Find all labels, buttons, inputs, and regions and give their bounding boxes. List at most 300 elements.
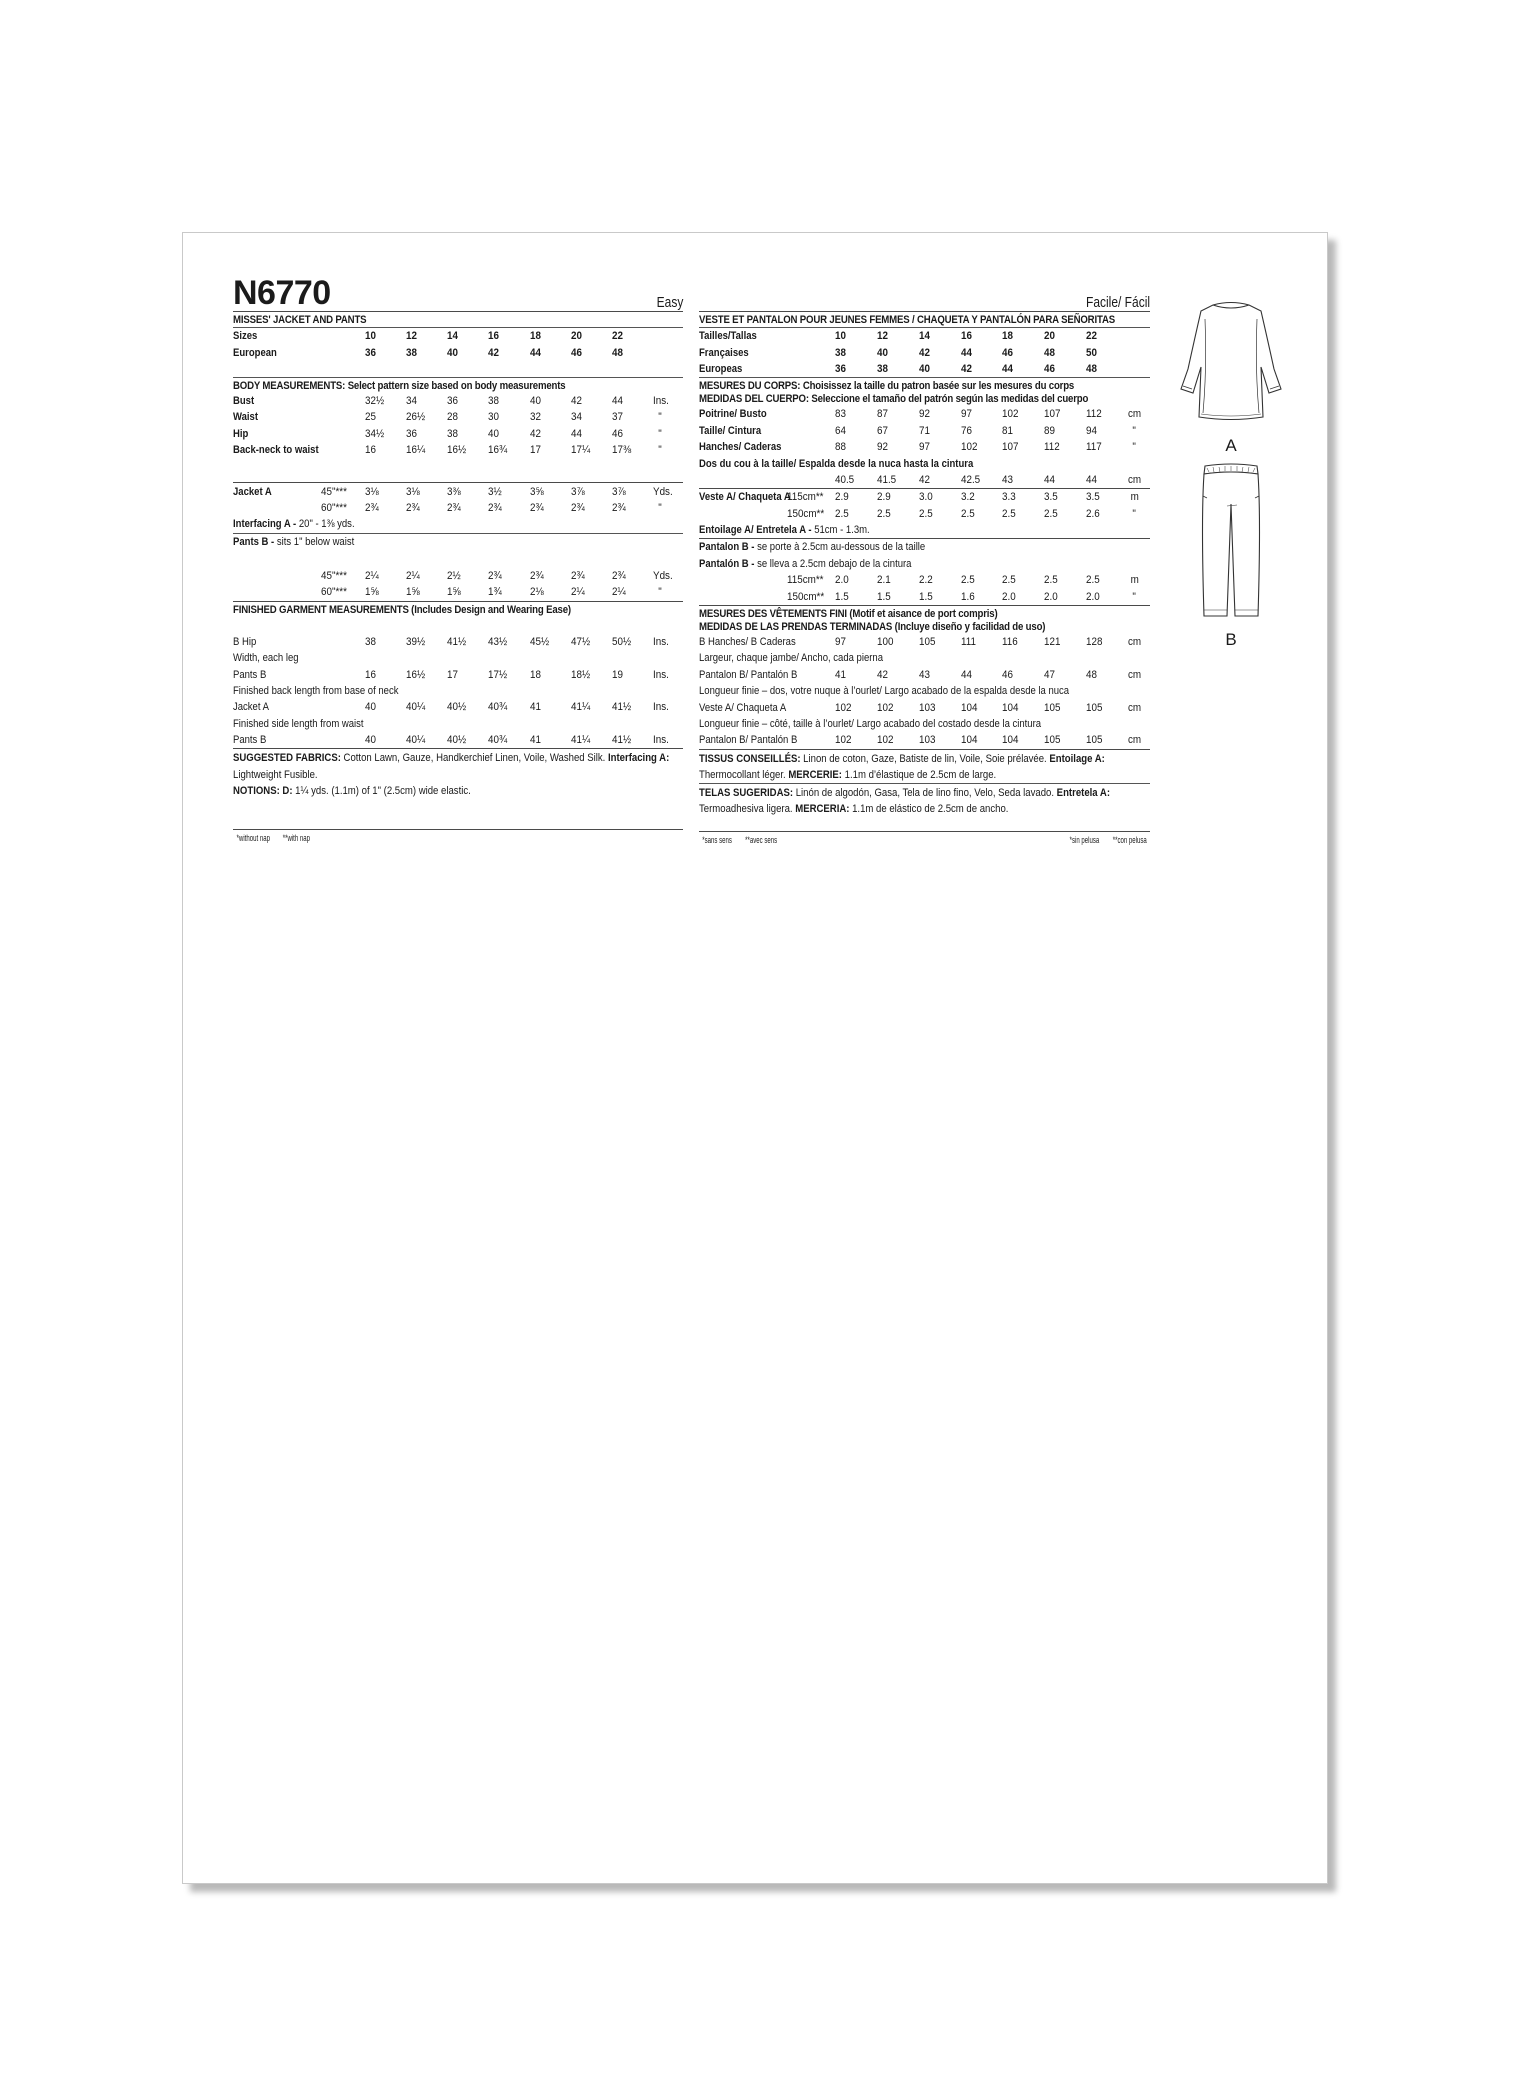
cell: 16 bbox=[960, 330, 972, 343]
cell: 20 bbox=[1044, 330, 1056, 343]
pattern-code: N6770 bbox=[233, 274, 331, 312]
cell: 17¼ bbox=[570, 444, 590, 457]
cell: 44 bbox=[1086, 473, 1098, 486]
cell: 18 bbox=[1002, 330, 1014, 343]
row-caption: Longueur finie – côté, taille à l’ourlet/ Largo acabado del costado desde la cintura bbox=[699, 718, 1042, 730]
footnote-con-pelusa: **con pelusa bbox=[1112, 835, 1147, 846]
cell: 105 bbox=[1086, 734, 1103, 747]
garment-illustrations bbox=[1161, 289, 1301, 650]
table-row bbox=[699, 667, 1150, 683]
unit: Ins. bbox=[653, 394, 669, 407]
cell: 2¾ bbox=[365, 501, 379, 514]
row-caption: Finished back length from base of neck bbox=[233, 685, 399, 698]
cell: 26½ bbox=[406, 411, 426, 424]
interfacing-fabric-label: Interfacing A: bbox=[607, 752, 670, 765]
pants-line-fr bbox=[699, 539, 1150, 555]
pattern-envelope-back bbox=[182, 232, 1328, 1884]
notions-text: 1.1m de elástico de 2.5cm de ancho. bbox=[849, 803, 1009, 816]
pants-yardage-table-fr-es bbox=[699, 572, 1150, 605]
cell: 2.0 bbox=[835, 574, 849, 587]
pants-label: Pantalon B - bbox=[699, 541, 755, 554]
pants-line bbox=[233, 534, 683, 550]
cell: 111 bbox=[960, 636, 976, 649]
cell: 47½ bbox=[570, 635, 590, 648]
size-table bbox=[233, 328, 683, 361]
footnote-with-nap: **with nap bbox=[282, 833, 311, 844]
finished-measurements-table-fr-es bbox=[699, 634, 1150, 749]
table-row bbox=[699, 634, 1150, 650]
unit: " bbox=[658, 586, 662, 599]
cell: 41 bbox=[529, 734, 541, 747]
cell: 97 bbox=[960, 408, 972, 421]
cell: 1.6 bbox=[960, 590, 975, 603]
footnotes-fr-es bbox=[699, 832, 1150, 845]
cell: 40 bbox=[365, 701, 376, 714]
footnote-sin-pelusa: *sin pelusa bbox=[1069, 835, 1100, 846]
cell: 41.5 bbox=[876, 473, 897, 486]
left-header bbox=[233, 275, 683, 311]
cell: 14 bbox=[918, 330, 930, 343]
right-header bbox=[699, 275, 1150, 311]
heading-paren: (Motif et aisance de port compris) bbox=[846, 607, 998, 620]
unit: cm bbox=[1128, 701, 1142, 714]
unit: Ins. bbox=[653, 635, 669, 648]
table-row bbox=[699, 472, 1150, 488]
table-row bbox=[699, 699, 1150, 715]
view-a-label: A bbox=[1225, 436, 1237, 455]
cell: 42 bbox=[570, 394, 582, 407]
cell: 2.5 bbox=[876, 507, 891, 520]
cell: 97 bbox=[835, 636, 846, 649]
interfacing-label: Interfacing A - bbox=[233, 518, 297, 531]
finished-measurements-heading-es bbox=[699, 621, 1087, 634]
cell: 100 bbox=[876, 636, 894, 649]
row-label: Pants B bbox=[233, 668, 267, 681]
unit: cm bbox=[1128, 636, 1142, 649]
cell: 128 bbox=[1086, 636, 1103, 649]
interfacing-fabric-label: Entoilage A: bbox=[1049, 752, 1105, 765]
interfacing-fabric-text: Lightweight Fusible. bbox=[233, 768, 318, 781]
cell: 40¼ bbox=[406, 701, 426, 714]
cell: 102 bbox=[876, 701, 894, 714]
cell: 16½ bbox=[447, 444, 467, 457]
cell: 46 bbox=[611, 427, 623, 440]
cell: 2⅛ bbox=[529, 586, 544, 599]
notions-label: MERCERIA: bbox=[795, 803, 850, 816]
unit: cm bbox=[1128, 734, 1142, 747]
cell: 112 bbox=[1086, 408, 1102, 421]
cell: 10 bbox=[835, 330, 846, 343]
cell: 40 bbox=[488, 427, 500, 440]
cell: 32 bbox=[529, 411, 541, 424]
cell: 37 bbox=[611, 411, 623, 424]
jacket-yardage-table bbox=[233, 483, 683, 516]
unit: m bbox=[1130, 491, 1139, 504]
cell: 10 bbox=[365, 330, 376, 343]
pants-yardage-table bbox=[233, 568, 683, 601]
cell: 46 bbox=[1044, 362, 1056, 375]
difficulty-level-fr-es: Facile/ Fácil bbox=[1085, 294, 1150, 311]
row-label: Pantalon B/ Pantalón B bbox=[699, 734, 798, 747]
cell: 2.5 bbox=[960, 574, 975, 587]
row-label: Waist bbox=[233, 411, 259, 424]
cell: 12 bbox=[406, 330, 418, 343]
cell: 45½ bbox=[529, 635, 549, 648]
table-row bbox=[233, 568, 683, 584]
fabrics-text: Linón de algodón, Gasa, Tela de lino fino, Velo, Seda lavado. bbox=[793, 787, 1057, 799]
french-spanish-column bbox=[699, 233, 1150, 845]
notions-label: NOTIONS: D: bbox=[233, 784, 293, 797]
table-row bbox=[233, 426, 683, 442]
cell: 2.1 bbox=[876, 574, 891, 587]
cell: 3.5 bbox=[1044, 491, 1058, 504]
cell: 28 bbox=[447, 411, 459, 424]
cell: 102 bbox=[876, 734, 894, 747]
cell: 105 bbox=[918, 636, 936, 649]
cell: 16 bbox=[365, 668, 376, 681]
cell: 16¾ bbox=[488, 444, 508, 457]
row-label: Tailles/Tallas bbox=[699, 330, 757, 343]
body-measurements-heading: BODY MEASUREMENTS: Select pattern size based on body measurements bbox=[233, 379, 566, 392]
cell: 3.3 bbox=[1002, 491, 1017, 504]
body-measurements-heading-es: MEDIDAS DEL CUERPO: Seleccione el tamaño del patrón según las medidas del cuerpo bbox=[699, 393, 1089, 406]
cell: 19 bbox=[611, 668, 623, 681]
heading-text: MEDIDAS DE LAS PRENDAS TERMINADAS bbox=[699, 620, 893, 633]
cell: 42 bbox=[918, 473, 930, 486]
unit: " bbox=[658, 444, 662, 457]
cell: 1⅝ bbox=[406, 586, 420, 599]
cell: 102 bbox=[1002, 408, 1019, 421]
cell: 30 bbox=[488, 411, 500, 424]
row-label: Taille/ Cintura bbox=[699, 424, 762, 437]
cell: 2¼ bbox=[406, 570, 420, 583]
table-row bbox=[699, 572, 1150, 588]
cell: 2¾ bbox=[488, 570, 503, 583]
cell: 41¼ bbox=[570, 701, 590, 714]
table-row bbox=[233, 442, 683, 458]
row-label: Europeas bbox=[699, 362, 743, 375]
cell: 104 bbox=[1002, 701, 1019, 714]
cell: 34 bbox=[406, 394, 418, 407]
cell: 40 bbox=[876, 346, 888, 359]
cell: 121 bbox=[1044, 636, 1061, 649]
cell: 116 bbox=[1002, 636, 1019, 649]
cell: 64 bbox=[835, 424, 846, 437]
interfacing-label: Entoilage A/ Entretela A - bbox=[699, 523, 812, 536]
table-row bbox=[233, 634, 683, 650]
finished-measurements-heading: FINISHED GARMENT MEASUREMENTS (Includes Design and Wearing Ease) bbox=[233, 603, 571, 616]
cell: 3⅛ bbox=[365, 485, 379, 498]
cell: 102 bbox=[835, 701, 852, 714]
cell: 2¾ bbox=[611, 570, 626, 583]
cell: 3½ bbox=[488, 485, 503, 498]
table-row bbox=[233, 500, 683, 516]
cell: 103 bbox=[918, 701, 936, 714]
cell: 18 bbox=[529, 330, 541, 343]
pattern-title-fr-es: VESTE ET PANTALON POUR JEUNES FEMMES / CHAQUETA Y PANTALÓN PARA SEÑORITAS bbox=[699, 314, 1115, 326]
heading-paren: (Incluye diseño y facilidad de uso) bbox=[892, 620, 1046, 633]
cell: 38 bbox=[406, 346, 418, 359]
cell: 1⅝ bbox=[365, 586, 379, 599]
cell: 104 bbox=[960, 734, 977, 747]
interfacing-fabric-text: Thermocollant léger. bbox=[699, 768, 789, 781]
cell: 38 bbox=[447, 427, 459, 440]
table-row bbox=[699, 423, 1150, 439]
table-row bbox=[699, 361, 1150, 377]
cell: 39½ bbox=[406, 635, 426, 648]
cell: 48 bbox=[1086, 668, 1098, 681]
cell: 2.5 bbox=[1002, 574, 1017, 587]
table-row bbox=[233, 393, 683, 409]
cell: 2.5 bbox=[1086, 574, 1100, 587]
cell: 41¼ bbox=[570, 734, 590, 747]
table-row bbox=[233, 699, 683, 715]
cell: 2¼ bbox=[365, 570, 379, 583]
row-label: Pantalon B/ Pantalón B bbox=[699, 668, 798, 681]
fabrics-text: Cotton Lawn, Gauze, Handkerchief Linen, Voile, Washed Silk. bbox=[340, 752, 608, 765]
row-label: Back-neck to waist bbox=[233, 444, 319, 457]
table-row bbox=[699, 328, 1150, 344]
cell: 94 bbox=[1086, 424, 1098, 437]
caption-row bbox=[233, 716, 683, 732]
footnote-without-nap: *without nap bbox=[236, 833, 270, 844]
cell: 41½ bbox=[447, 635, 467, 648]
cell: 3.2 bbox=[960, 491, 975, 504]
cell: 22 bbox=[611, 330, 623, 343]
cell: 47 bbox=[1044, 668, 1056, 681]
unit: " bbox=[1132, 441, 1136, 454]
cell: 18½ bbox=[570, 668, 590, 681]
cell: 67 bbox=[876, 424, 888, 437]
cell: 40 bbox=[918, 362, 930, 375]
pants-note: se porte à 2.5cm au-dessous de la taille bbox=[757, 541, 926, 554]
cell: 2¾ bbox=[570, 501, 585, 514]
pants-label: Pants B - bbox=[233, 535, 275, 548]
cell: 46 bbox=[1002, 346, 1014, 359]
cell: 25 bbox=[365, 411, 376, 424]
interfacing-fabric-label: Entretela A: bbox=[1056, 787, 1111, 799]
cell: 3⅛ bbox=[406, 485, 420, 498]
cell: 2¾ bbox=[488, 501, 503, 514]
cell: 44 bbox=[570, 427, 582, 440]
unit: Ins. bbox=[653, 734, 669, 747]
cell: 18 bbox=[529, 668, 541, 681]
table-row bbox=[233, 584, 683, 600]
fabric-width: 45"*** bbox=[321, 570, 347, 583]
unit: cm bbox=[1128, 473, 1142, 486]
cell: 1⅝ bbox=[447, 586, 461, 599]
table-row bbox=[233, 732, 683, 748]
table-row bbox=[233, 483, 683, 499]
table-row bbox=[699, 344, 1150, 360]
cell: 43 bbox=[918, 668, 930, 681]
cell: 46 bbox=[570, 346, 582, 359]
cell: 1.5 bbox=[876, 590, 891, 603]
cell: 36 bbox=[365, 346, 376, 359]
cell: 36 bbox=[447, 394, 459, 407]
fabrics-notions-text-fr bbox=[699, 750, 1150, 783]
table-row bbox=[233, 409, 683, 425]
cell: 16¼ bbox=[406, 444, 426, 457]
pants-line-es bbox=[699, 556, 1150, 572]
row-label: B Hanches/ B Caderas bbox=[699, 636, 796, 649]
row-label: Veste A/ Chaqueta A bbox=[699, 701, 787, 714]
cell: 97 bbox=[918, 441, 930, 454]
cell: 34½ bbox=[365, 427, 385, 440]
notions-label: MERCERIE: bbox=[788, 768, 842, 781]
body-measurements-table-fr-es bbox=[699, 406, 1150, 488]
notions-text: 1¼ yds. (1.1m) of 1" (2.5cm) wide elastic. bbox=[292, 784, 471, 797]
fabric-width: 45"*** bbox=[321, 485, 347, 498]
footnote-avec-sens: **avec sens bbox=[744, 835, 777, 846]
unit: " bbox=[1132, 507, 1136, 520]
cell: 50½ bbox=[611, 635, 632, 648]
cell: 105 bbox=[1044, 701, 1061, 714]
cell: 3⅝ bbox=[529, 485, 544, 498]
cell: 17 bbox=[529, 444, 541, 457]
cell: 81 bbox=[1002, 424, 1014, 437]
caption-row bbox=[699, 716, 1150, 732]
row-caption: Longueur finie – dos, votre nuque à l’ourlet/ Largo acabado de la espalda desde la nuca bbox=[699, 685, 1070, 698]
cell: 2.9 bbox=[835, 491, 849, 504]
cell: 41½ bbox=[611, 734, 632, 747]
cell: 3⅞ bbox=[611, 485, 626, 498]
cell: 104 bbox=[960, 701, 977, 714]
caption-row bbox=[699, 455, 1150, 471]
fabric-width: 115cm** bbox=[787, 574, 824, 587]
row-label: Poitrine/ Busto bbox=[699, 408, 767, 421]
cell: 44 bbox=[529, 346, 541, 359]
cell: 36 bbox=[406, 427, 418, 440]
interfacing-line-fr-es bbox=[699, 522, 1150, 538]
table-row bbox=[699, 489, 1150, 505]
cell: 40½ bbox=[447, 734, 467, 747]
cell: 22 bbox=[1086, 330, 1098, 343]
cell: 42.5 bbox=[960, 473, 980, 486]
cell: 42 bbox=[918, 346, 930, 359]
cell: 2½ bbox=[447, 570, 461, 583]
cell: 92 bbox=[876, 441, 888, 454]
unit: Yds. bbox=[653, 485, 673, 498]
cell: 2.5 bbox=[1044, 507, 1058, 520]
table-row bbox=[233, 666, 683, 682]
cell: 71 bbox=[918, 424, 930, 437]
cell: 36 bbox=[835, 362, 846, 375]
body-measurements-heading-fr: MESURES DU CORPS: Choisissez la taille du patron basée sur les mesures du corps bbox=[699, 380, 1075, 393]
cell: 1¾ bbox=[488, 586, 503, 599]
cell: 2.0 bbox=[1086, 590, 1100, 603]
cell: 43 bbox=[1002, 473, 1014, 486]
finished-measurements-table bbox=[233, 634, 683, 749]
cell: 2¾ bbox=[447, 501, 461, 514]
cell: 3⅞ bbox=[570, 485, 585, 498]
cell: 2.0 bbox=[1002, 590, 1017, 603]
cell: 1.5 bbox=[918, 590, 933, 603]
interfacing-value: 20" - 1⅜ yds. bbox=[298, 518, 355, 531]
cell: 41½ bbox=[611, 701, 632, 714]
table-row bbox=[699, 732, 1150, 748]
cell: 17 bbox=[447, 668, 459, 681]
fabrics-notions-text-es bbox=[699, 784, 1150, 817]
cell: 117 bbox=[1086, 441, 1102, 454]
cell: 107 bbox=[1002, 441, 1019, 454]
cell: 112 bbox=[1044, 441, 1060, 454]
pants-b-illustration-icon bbox=[1161, 458, 1301, 623]
difficulty-level: Easy bbox=[656, 294, 683, 311]
row-label: Bust bbox=[233, 394, 255, 407]
cell: 2¾ bbox=[406, 501, 420, 514]
heading-text: MESURES DES VÊTEMENTS FINI bbox=[699, 607, 847, 620]
view-b-label: B bbox=[1225, 630, 1237, 649]
cell: 40¼ bbox=[406, 734, 426, 747]
cell: 2.5 bbox=[1002, 507, 1017, 520]
fabric-width: 60"*** bbox=[321, 586, 347, 599]
cell: 87 bbox=[876, 408, 888, 421]
body-measurements-table bbox=[233, 393, 683, 459]
cell: 40¾ bbox=[488, 734, 508, 747]
cell: 38 bbox=[488, 394, 500, 407]
caption-row bbox=[699, 683, 1150, 699]
cell: 44 bbox=[1002, 362, 1014, 375]
row-label: European bbox=[233, 346, 277, 359]
table-row bbox=[699, 406, 1150, 422]
jacket-a-illustration-icon bbox=[1161, 289, 1301, 429]
cell: 104 bbox=[1002, 734, 1019, 747]
cell: 2.2 bbox=[918, 574, 933, 587]
cell: 44 bbox=[611, 394, 623, 407]
row-caption: Dos du cou à la taille/ Espalda desde la nuca hasta la cintura bbox=[699, 457, 974, 470]
fabric-width: 150cm** bbox=[787, 507, 825, 520]
pants-label: Pantalón B - bbox=[699, 557, 755, 570]
row-label: Jacket A bbox=[233, 485, 272, 498]
cell: 38 bbox=[365, 635, 376, 648]
table-row bbox=[699, 588, 1150, 604]
table-row bbox=[233, 328, 683, 344]
cell: 2¾ bbox=[529, 570, 544, 583]
unit: cm bbox=[1128, 408, 1142, 421]
cell: 42 bbox=[960, 362, 972, 375]
row-caption: Finished side length from waist bbox=[233, 717, 364, 730]
cell: 48 bbox=[1044, 346, 1056, 359]
cell: 105 bbox=[1086, 701, 1103, 714]
cell: 16 bbox=[365, 444, 376, 457]
fabric-width: 150cm** bbox=[787, 590, 825, 603]
fabrics-label: TELAS SUGERIDAS: bbox=[699, 787, 794, 799]
cell: 48 bbox=[1086, 362, 1098, 375]
cell: 44 bbox=[960, 668, 972, 681]
cell: 16 bbox=[488, 330, 500, 343]
row-label: Sizes bbox=[233, 330, 258, 343]
cell: 42 bbox=[876, 668, 888, 681]
cell: 17½ bbox=[488, 668, 508, 681]
cell: 89 bbox=[1044, 424, 1056, 437]
fabric-width: 115cm** bbox=[787, 491, 824, 504]
cell: 76 bbox=[960, 424, 972, 437]
size-table-fr-es bbox=[699, 328, 1150, 377]
table-row bbox=[699, 439, 1150, 455]
cell: 44 bbox=[960, 346, 972, 359]
cell: 2¾ bbox=[529, 501, 544, 514]
cell: 12 bbox=[876, 330, 888, 343]
cell: 32½ bbox=[365, 394, 385, 407]
fabric-width: 60"*** bbox=[321, 501, 347, 514]
cell: 42 bbox=[488, 346, 500, 359]
cell: 92 bbox=[918, 408, 930, 421]
pattern-title: MISSES' JACKET AND PANTS bbox=[233, 314, 367, 326]
cell: 2¼ bbox=[570, 586, 585, 599]
row-label: Veste A/ Chaqueta A bbox=[699, 491, 791, 504]
cell: 40 bbox=[447, 346, 459, 359]
